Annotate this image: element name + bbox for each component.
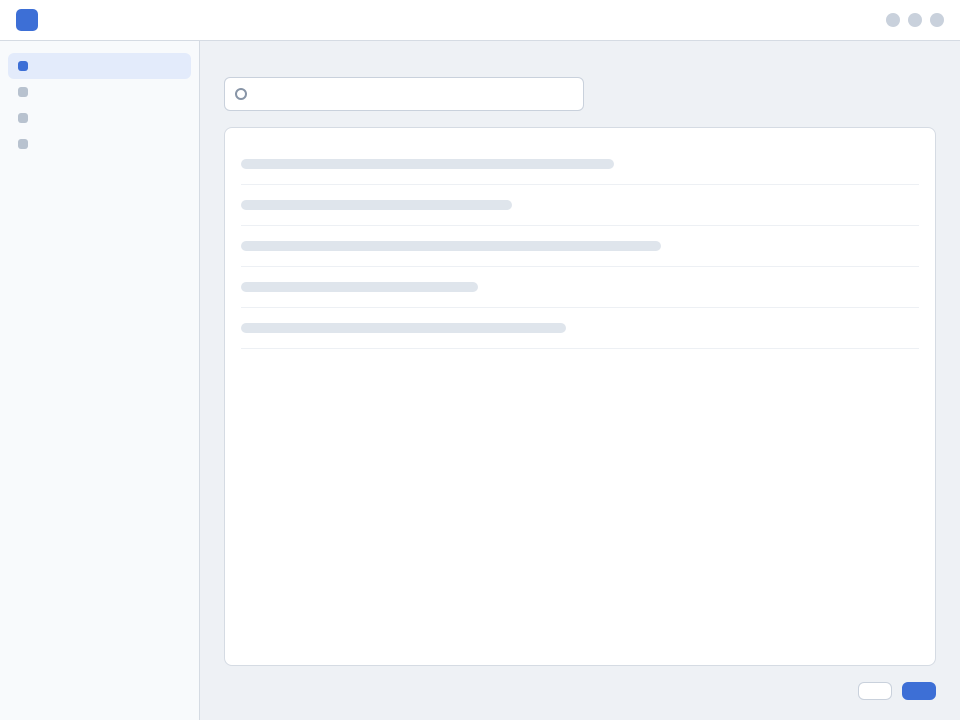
search-input[interactable] [255,86,573,103]
nav-icon [18,139,28,149]
sidebar-item-3[interactable] [8,105,191,131]
sidebar-item-4[interactable] [8,131,191,157]
nav-icon [18,61,28,71]
window-controls [886,13,944,27]
list-item[interactable] [241,185,919,226]
search-bar[interactable] [224,77,584,111]
placeholder-bar [241,323,566,333]
action-bar [224,682,936,700]
sidebar-item-2[interactable] [8,79,191,105]
nav-icon [18,113,28,123]
sidebar [0,41,200,720]
list-item[interactable] [241,308,919,349]
confirm-button[interactable] [902,682,936,700]
placeholder-bar [241,159,614,169]
placeholder-bar [241,241,661,251]
search-icon [235,88,247,100]
placeholder-bar [241,200,512,210]
placeholder-bar [241,282,478,292]
minimize-icon[interactable] [886,13,900,27]
maximize-icon[interactable] [908,13,922,27]
list-item[interactable] [241,144,919,185]
app-layout [0,41,960,720]
nav-icon [18,87,28,97]
cancel-button[interactable] [858,682,892,700]
close-icon[interactable] [930,13,944,27]
sidebar-item-1[interactable] [8,53,191,79]
main-panel [200,41,960,720]
list-item[interactable] [241,267,919,308]
app-logo [16,9,38,31]
title-bar [0,0,960,41]
list-item[interactable] [241,226,919,267]
content-card [224,127,936,666]
